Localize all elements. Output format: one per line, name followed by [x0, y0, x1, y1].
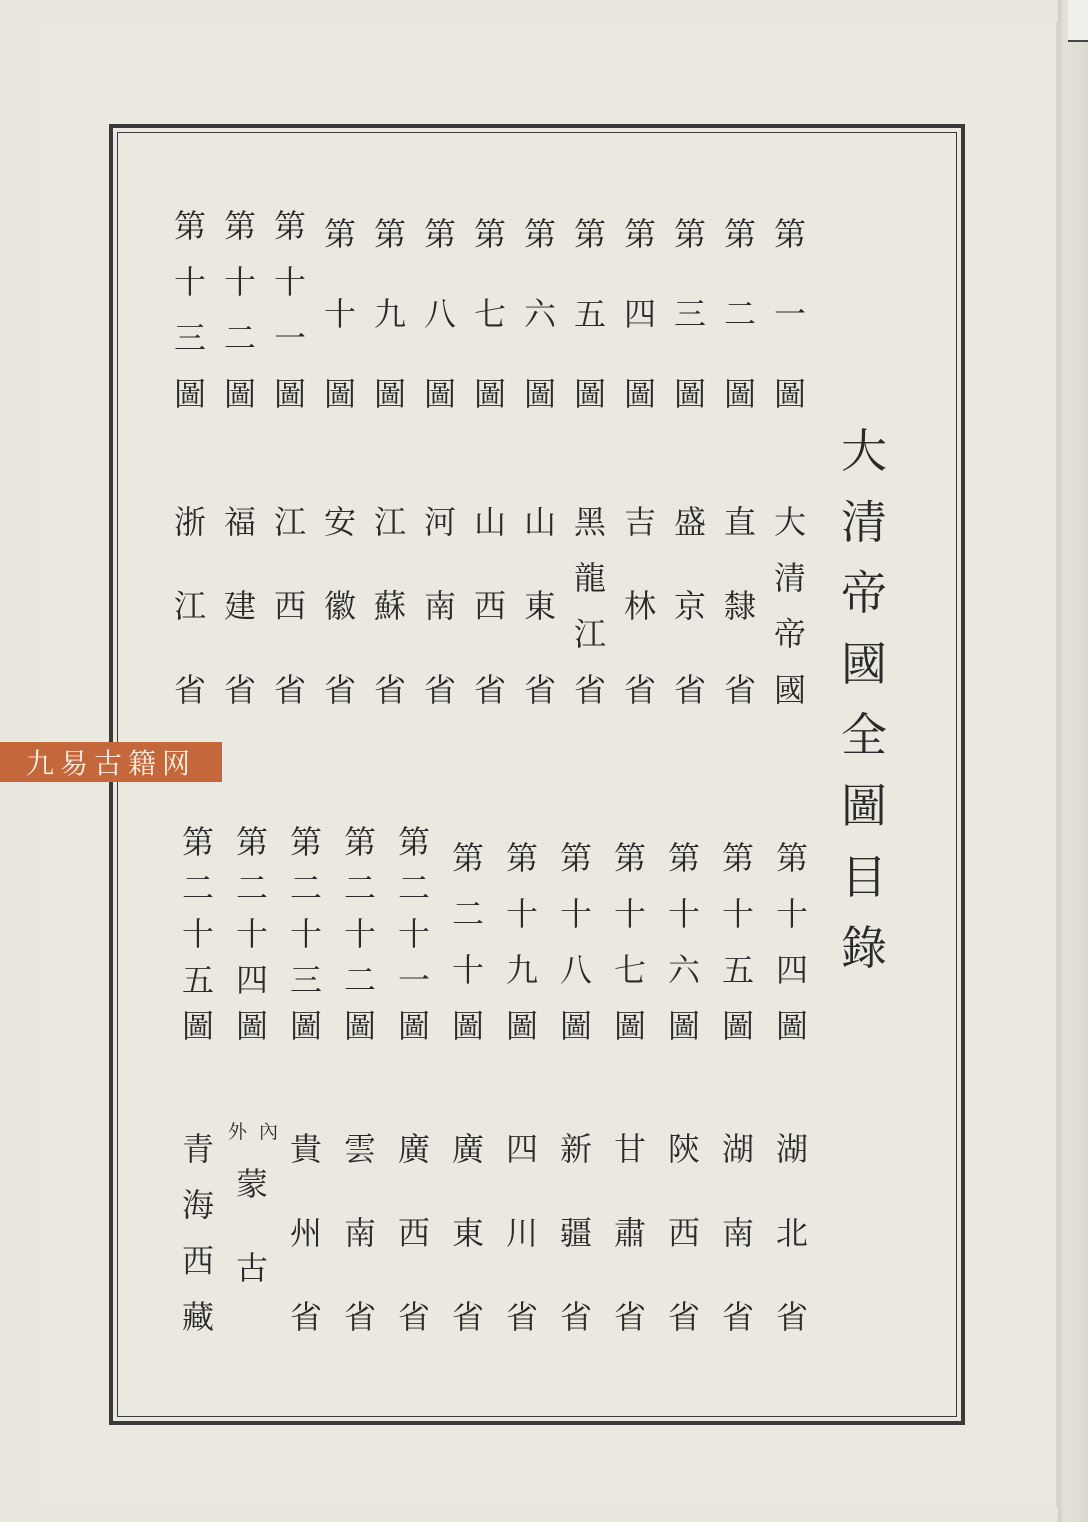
top-name-5: 黑 龍 江 省: [573, 503, 606, 709]
top-name-13: 浙 江 省: [173, 503, 206, 709]
bottom-number-6: 第 十 九 圖: [505, 839, 538, 1045]
top-name-7: 山 西 省: [473, 503, 506, 709]
top-name-10: 安 徽 省: [323, 503, 356, 709]
bottom-number-1: 第 十 四 圖: [775, 839, 808, 1045]
top-number-1: 第 一 圖: [773, 215, 806, 413]
top-name-2: 直 隸 省: [723, 503, 756, 709]
bottom-number-2: 第 十 五 圖: [721, 839, 754, 1045]
top-number-4: 第 四 圖: [623, 215, 656, 413]
bottom-number-12: 第 二 十 五 圖: [181, 823, 214, 1045]
top-name-12: 福 建 省: [223, 503, 256, 709]
top-number-2: 第 二 圖: [723, 215, 756, 413]
bottom-name-11: 蒙 古: [235, 1165, 268, 1287]
bottom-name-8: 廣 西 省: [397, 1130, 430, 1336]
page-corner-tab: [1068, 0, 1088, 42]
top-name-4: 吉 林 省: [623, 503, 656, 709]
bottom-number-5: 第 十 八 圖: [559, 839, 592, 1045]
bottom-number-10: 第 二 十 三 圖: [289, 823, 322, 1045]
bottom-number-11: 第 二 十 四 圖: [235, 823, 268, 1045]
top-number-3: 第 三 圖: [673, 215, 706, 413]
page-title: 大 清 帝 國 全 圖 目 錄: [841, 424, 887, 975]
bottom-name-2: 湖 南 省: [721, 1130, 754, 1336]
bottom-name-10: 貴 州 省: [289, 1130, 322, 1336]
top-number-9: 第 九 圖: [373, 215, 406, 413]
top-name-11: 江 西 省: [273, 503, 306, 709]
top-number-5: 第 五 圖: [573, 215, 606, 413]
book-spine-edge: [1058, 0, 1088, 1522]
bottom-name-12: 青 海 西 藏: [181, 1130, 214, 1336]
bottom-name-7: 廣 東 省: [451, 1130, 484, 1336]
top-name-8: 河 南 省: [423, 503, 456, 709]
bottom-name-5: 新 疆 省: [559, 1130, 592, 1336]
annotation-inner: 內: [259, 1121, 279, 1143]
top-number-10: 第 十 圖: [323, 215, 356, 413]
bottom-number-8: 第 二 十 一 圖: [397, 823, 430, 1045]
top-number-12: 第 十 二 圖: [223, 207, 256, 413]
top-number-11: 第 十 一 圖: [273, 207, 306, 413]
top-number-6: 第 六 圖: [523, 215, 556, 413]
bottom-number-9: 第 二 十 二 圖: [343, 823, 376, 1045]
top-name-9: 江 蘇 省: [373, 503, 406, 709]
bottom-name-9: 雲 南 省: [343, 1130, 376, 1336]
bottom-name-1: 湖 北 省: [775, 1130, 808, 1336]
bottom-name-3: 陝 西 省: [667, 1130, 700, 1336]
bottom-name-6: 四 川 省: [505, 1130, 538, 1336]
top-number-8: 第 八 圖: [423, 215, 456, 413]
bottom-number-4: 第 十 七 圖: [613, 839, 646, 1045]
annotation-outer: 外: [228, 1121, 248, 1143]
top-number-13: 第 十 三 圖: [173, 207, 206, 413]
bottom-number-3: 第 十 六 圖: [667, 839, 700, 1045]
top-name-1: 大 清 帝 國: [773, 503, 806, 709]
watermark-banner: 九易古籍网: [0, 742, 222, 782]
top-name-6: 山 東 省: [523, 503, 556, 709]
bottom-number-7: 第 二 十 圖: [451, 839, 484, 1045]
top-number-7: 第 七 圖: [473, 215, 506, 413]
top-name-3: 盛 京 省: [673, 503, 706, 709]
bottom-name-4: 甘 肅 省: [613, 1130, 646, 1336]
